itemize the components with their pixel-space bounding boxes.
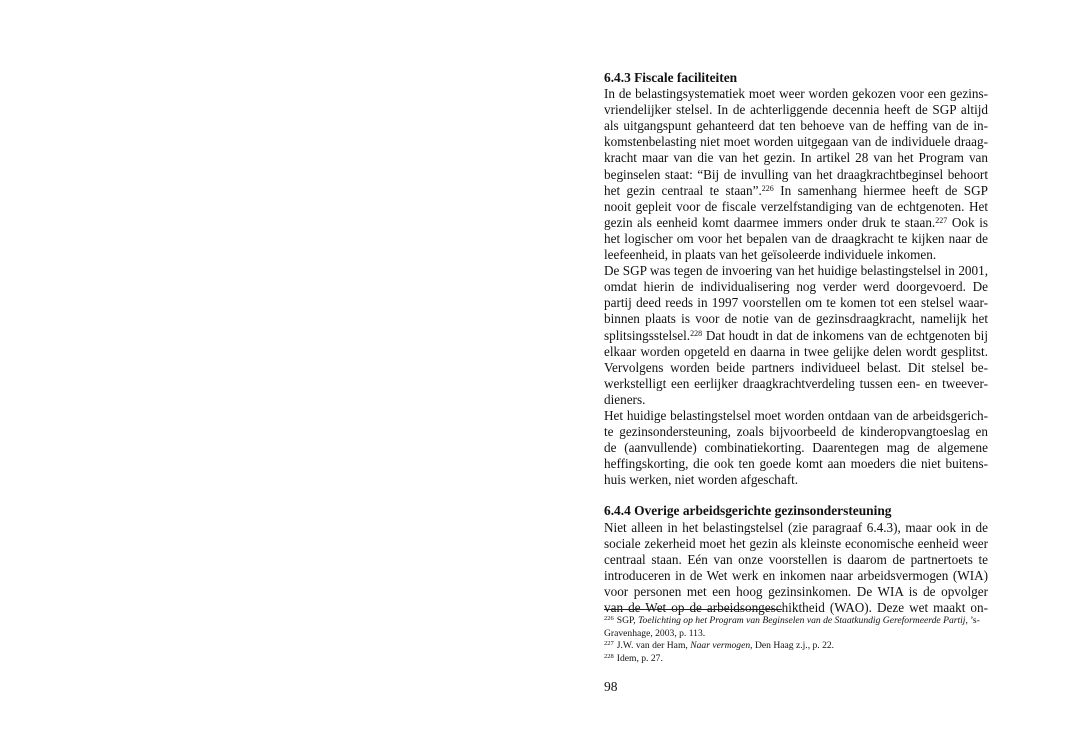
text-line: als uitgangspunt gehanteerd dat ten behoeve van de heffing van de in- — [604, 118, 988, 134]
text-line — [604, 183, 988, 199]
text-line: van de Wet op de arbeidsongeschiktheid (WAO). Deze wet maakt on- — [604, 600, 988, 615]
footnote-ref-226[interactable]: 226 — [761, 183, 774, 193]
text-line: vriendelijker stelsel. In de achterliggende decennia heeft de SGP altijd — [604, 102, 988, 118]
footnote-number: 228 — [604, 653, 614, 660]
text-line: binnen plaats is voor de notie van de gezinsdraagkracht, namelijk het — [604, 311, 988, 327]
footnote-228 — [604, 653, 988, 666]
paragraph-arbeid-1 — [604, 520, 988, 617]
footnote-title: Toelichting op het Program van Beginselen van de Staatkundig Gereformeerde Partij — [638, 615, 966, 626]
text-segment: Dat houdt in dat de inkomens van de echtgenoten bij — [705, 327, 989, 343]
paragraph-fiscal-3 — [604, 408, 988, 488]
footnote-text: Idem, p. 27. — [616, 653, 663, 664]
text-line: te gezinsondersteuning, zoals bijvoorbeeld de kinderopvangtoeslag en — [604, 424, 988, 440]
footnote-227 — [604, 640, 988, 653]
section-heading-643: 6.4.3 Fiscale faciliteiten — [604, 70, 738, 85]
footnote-226 — [604, 615, 988, 628]
footnote-ref-227[interactable]: 227 — [935, 215, 948, 225]
footnotes — [604, 615, 988, 666]
page-number: 98 — [604, 679, 618, 694]
text-line: de (aanvullende) combinatiekorting. Daarentegen mag de algemene — [604, 440, 988, 456]
text-line: leefeenheid, in plaats van het geïsoleerde individuele inkomen. — [604, 247, 937, 263]
text-line: partij deed reeds in 1997 voorstellen om te komen tot een stelsel waar- — [604, 295, 988, 311]
footnote-text: , ’s- — [965, 615, 980, 626]
footnote-title: Naar vermogen — [690, 640, 751, 651]
text-line: nooit gepleit voor de fiscale verzelfstandiging van de echtgenoten. Het — [604, 198, 988, 214]
text-line: voor personen met een hoog gezinsinkomen. De WIA is de opvolger — [604, 583, 988, 599]
text-line: omdat hierin de individualisering nog verder werd doorgevoerd. De — [604, 279, 988, 295]
text-line: beginselen staat: “Bij de invulling van het draagkrachtbeginsel behoort — [604, 166, 988, 182]
footnote-text: J.W. van der Ham, — [616, 640, 691, 651]
footnote-divider — [604, 609, 782, 610]
footnote-226-continuation: Gravenhage, 2003, p. 113. — [604, 628, 706, 639]
footnote-number: 226 — [604, 615, 614, 622]
text-segment: In samenhang hiermee heeft de SGP — [780, 182, 988, 198]
text-line: werkstelligt een eerlijker draagkrachtverdeling tussen een- en tweever- — [604, 375, 988, 391]
section-heading-644: 6.4.4 Overige arbeidsgerichte gezinsondersteuning — [604, 503, 892, 519]
text-line: centraal staan. Eén van onze voorstellen is daarom de partnertoets te — [604, 551, 988, 567]
footnote-ref-228[interactable]: 228 — [690, 328, 703, 338]
section-gap — [604, 488, 988, 503]
text-line: introduceren in de Wet werk en inkomen naar arbeidsvermogen (WIA) — [604, 567, 988, 583]
text-column — [604, 70, 988, 616]
text-line — [604, 215, 988, 231]
text-line: In de belastingsystematiek moet weer worden gekozen voor een gezins- — [604, 86, 988, 102]
footnote-text: , Den Haag z.j., p. 22. — [750, 640, 835, 651]
paragraph-fiscal-1 — [604, 86, 988, 263]
text-line: heffingskorting, die ook ten goede komt aan moeders die niet buitens- — [604, 456, 988, 472]
footnote-text: SGP, — [616, 615, 639, 626]
text-line: elkaar worden opgeteld en daarna in twee gelijke delen wordt gesplitst. — [604, 343, 988, 359]
text-segment: het gezin centraal te staan”. — [604, 182, 762, 198]
text-line: sociale zekerheid moet het gezin als kleinste economische eenheid weer — [604, 535, 988, 551]
text-segment: gezin als eenheid komt daarmee immers onder druk te staan. — [604, 214, 936, 230]
footnote-number: 227 — [604, 640, 614, 647]
paragraph-fiscal-2 — [604, 263, 988, 408]
text-segment: Ook is — [951, 214, 988, 230]
text-line: De SGP was tegen de invoering van het huidige belastingstelsel in 2001, — [604, 263, 988, 279]
text-line: dieners. — [604, 391, 646, 407]
text-line — [604, 328, 988, 344]
text-line: Het huidige belastingstelsel moet worden ontdaan van de arbeidsgerich- — [604, 407, 988, 423]
text-line: Vervolgens worden beide partners individueel belast. Dit stelsel be- — [604, 359, 988, 375]
text-line: het logischer om voor het bepalen van de draagkracht te kijken naar de — [604, 230, 988, 246]
text-line: Niet alleen in het belastingstelsel (zie paragraaf 6.4.3), maar ook in de — [604, 519, 988, 535]
text-line: huis werken, niet worden afgeschaft. — [604, 472, 799, 488]
text-segment: splitsingsstelsel. — [604, 327, 691, 343]
text-line: komstenbelasting niet moet worden uitgegaan van de individuele draag- — [604, 134, 988, 150]
text-line: kracht maar van die van het gezin. In artikel 28 van het Program van — [604, 150, 988, 166]
